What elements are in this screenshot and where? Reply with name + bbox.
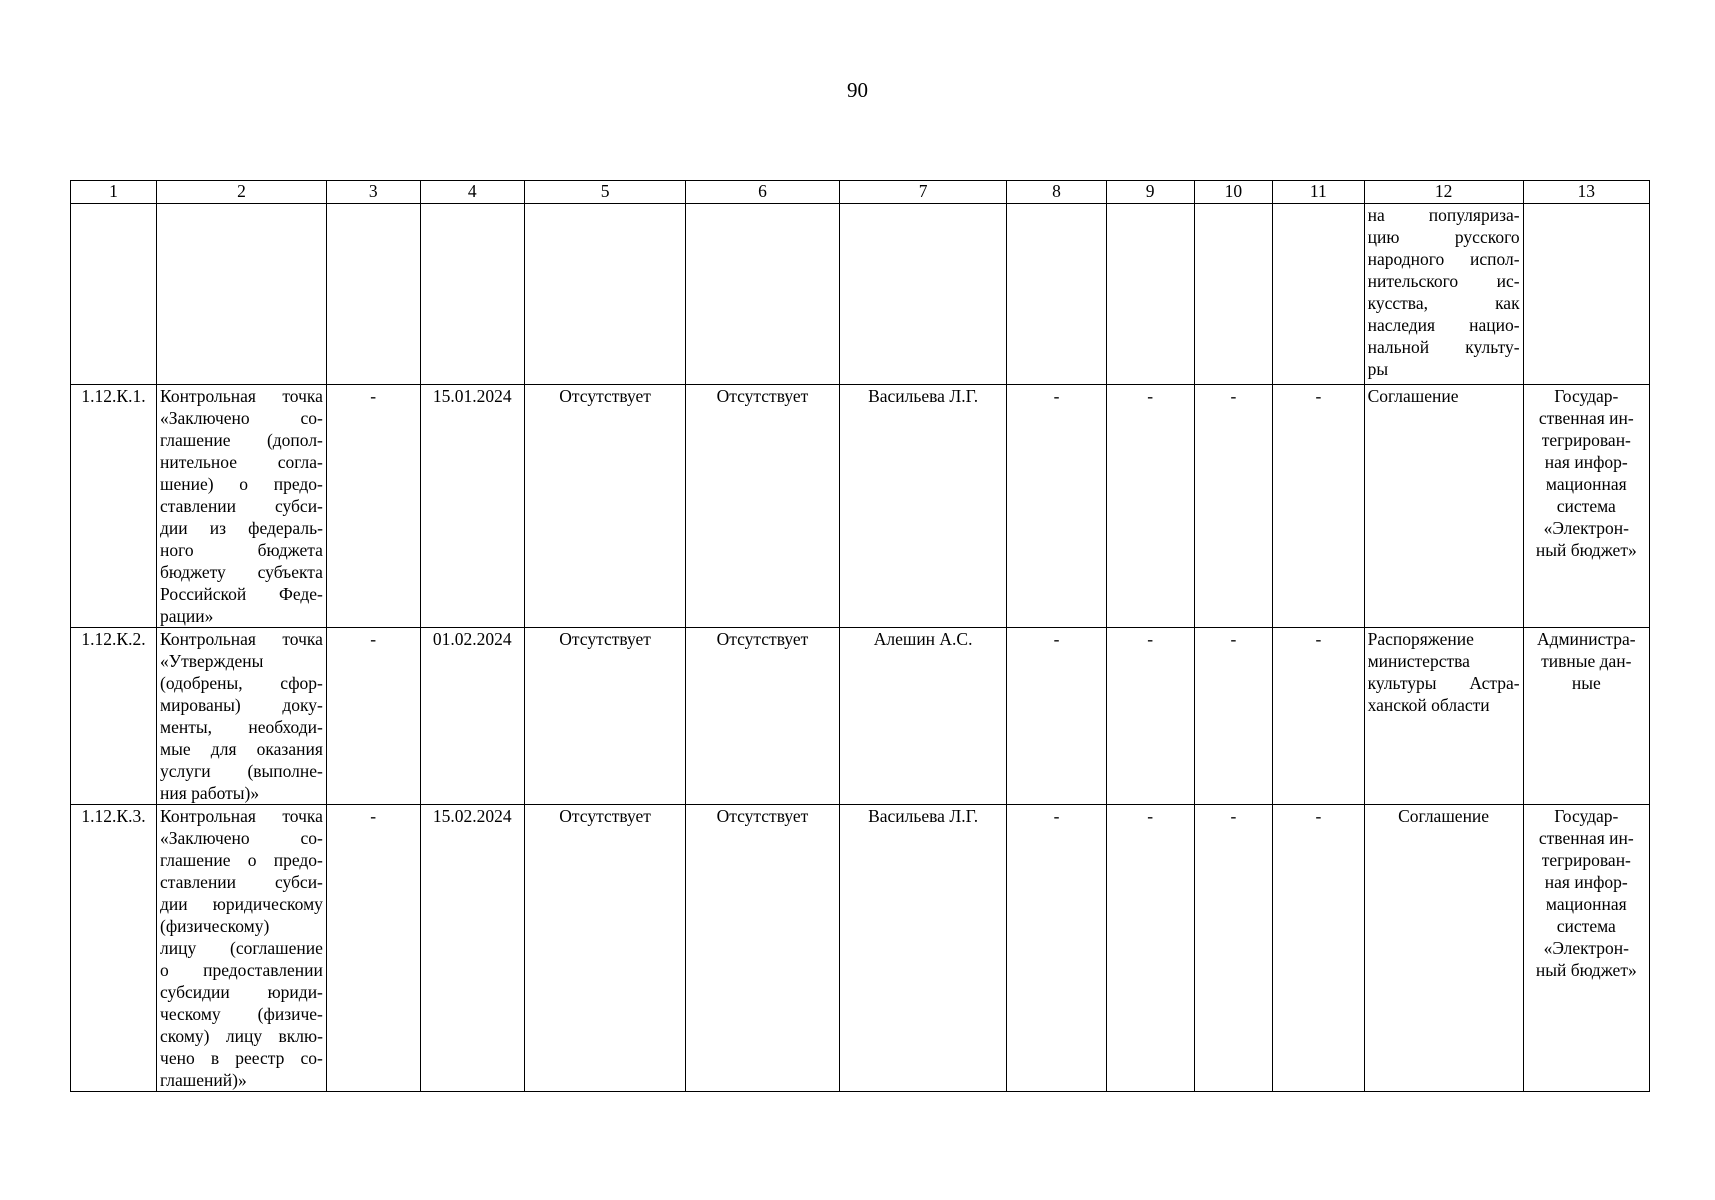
text-line: субсидии юриди- [160,982,323,1002]
table-cell: - [1106,385,1194,628]
text-line: мационная [1545,474,1627,494]
responsible-cell: Алешин А.С. [839,628,1007,805]
column-header: 3 [326,181,420,204]
text-line: ставлении субси- [160,872,323,892]
checkpoint-name-cell [157,385,327,628]
table-cell: Отсутствует [525,385,686,628]
text-line: Контрольная точка [160,386,323,406]
text-line: тегрирован- [1541,430,1631,450]
text-line: министерства [1367,651,1470,671]
text-line: ственная ин- [1538,828,1634,848]
continuation-row [71,204,1650,385]
text-line: бюджету субъекта [160,562,323,582]
table-cell [420,204,525,385]
text-line: чено в реестр со- [160,1048,323,1068]
column-header: 9 [1106,181,1194,204]
text-line: Российской Феде- [160,584,323,604]
text-line: ры [1367,359,1389,379]
text-line: дии из федераль- [160,518,323,538]
text-line: Распоряжение [1367,629,1474,649]
text-line: наследия нацио- [1367,315,1520,335]
column-header: 6 [686,181,840,204]
text-line: культуры Астра- [1367,673,1520,693]
text-line: услуги (выполне- [160,761,323,781]
text-line: мированы) доку- [160,695,323,715]
table-cell: Отсутствует [686,628,840,805]
table-row [71,805,1650,1092]
checkpoint-name-cell [157,628,327,805]
table-cell [1106,204,1194,385]
text-line: ный бюджет» [1535,960,1637,980]
text-line: система [1556,496,1616,516]
text-line: тивные дан- [1541,651,1632,671]
row-number-cell: 1.12.К.1. [71,385,157,628]
table-cell: - [326,628,420,805]
table-cell [525,204,686,385]
table-cell [1273,204,1364,385]
column-header: 11 [1273,181,1364,204]
checkpoint-name-cell [157,805,327,1092]
column-header: 7 [839,181,1007,204]
table-row [71,628,1650,805]
column-header: 5 [525,181,686,204]
table-cell: Отсутствует [525,805,686,1092]
source-cell [1523,385,1649,628]
text-line: ственная ин- [1538,408,1634,428]
text-line: Контрольная точка [160,629,323,649]
text-line: нальной культу- [1367,337,1520,357]
text-line: Контрольная точка [160,806,323,826]
table-cell: Отсутствует [686,385,840,628]
text-line: глашений)» [160,1070,247,1090]
table-cell [326,204,420,385]
source-cell [1523,805,1649,1092]
table-cell: - [1194,385,1272,628]
table-row [71,385,1650,628]
text-line: глашение (допол- [160,430,323,450]
table-cell [1007,204,1106,385]
column-header: 4 [420,181,525,204]
table-cell: - [1273,385,1364,628]
page-number: 90 [847,78,868,102]
text-line: «Заключено со- [160,828,323,848]
table-cell [157,204,327,385]
text-line: «Заключено со- [160,408,323,428]
text-line: ханской области [1367,695,1490,715]
date-cell: 01.02.2024 [420,628,525,805]
text-line: ная инфор- [1544,872,1628,892]
document-cell: Соглашение [1364,385,1523,628]
text-line: дии юридическому [160,894,323,914]
text-line: менты, необходи- [160,717,323,737]
text-line: Государ- [1554,806,1619,826]
text-line: скому) лицу вклю- [160,1026,323,1046]
row-number-cell: 1.12.К.3. [71,805,157,1092]
continuation-text-cell [1364,204,1523,385]
text-line: Администра- [1536,629,1636,649]
plan-table [70,180,1650,1092]
table-cell: Отсутствует [686,805,840,1092]
text-line: (физическому) [160,916,270,936]
document-cell: Соглашение [1364,805,1523,1092]
table-cell: - [1194,628,1272,805]
text-line: ставлении субси- [160,496,323,516]
header-row [71,181,1650,204]
table-cell [1194,204,1272,385]
table-cell: - [1106,805,1194,1092]
text-line: о предоставлении [160,960,323,980]
table-cell: - [1007,628,1106,805]
text-line: нительского ис- [1367,271,1520,291]
text-line: мационная [1545,894,1627,914]
text-line: кусства, как [1367,293,1520,313]
table-cell: - [326,385,420,628]
text-line: ния работы)» [160,783,260,803]
column-header: 8 [1007,181,1106,204]
text-line: ный бюджет» [1535,540,1637,560]
responsible-cell: Васильева Л.Г. [839,805,1007,1092]
text-line: на популяриза- [1367,205,1520,225]
text-line: ная инфор- [1544,452,1628,472]
table-cell [1523,204,1649,385]
source-cell [1523,628,1649,805]
text-line: ные [1571,673,1601,693]
table-cell: - [326,805,420,1092]
table-cell: - [1273,805,1364,1092]
text-line: глашение о предо- [160,850,323,870]
responsible-cell: Васильева Л.Г. [839,385,1007,628]
text-line: (одобрены, сфор- [160,673,323,693]
column-header: 2 [157,181,327,204]
table-cell: - [1106,628,1194,805]
text-line: рации» [160,606,214,626]
date-cell: 15.01.2024 [420,385,525,628]
table-cell [71,204,157,385]
date-cell: 15.02.2024 [420,805,525,1092]
table-cell: - [1007,385,1106,628]
text-line: Государ- [1554,386,1619,406]
table-cell [839,204,1007,385]
row-number-cell: 1.12.К.2. [71,628,157,805]
text-line: мые для оказания [160,739,323,759]
text-line: «Электрон- [1543,518,1629,538]
text-line: лицу (соглашение [160,938,323,958]
document-cell [1364,628,1523,805]
column-header: 12 [1364,181,1523,204]
column-header: 10 [1194,181,1272,204]
text-line: «Утверждены [160,651,264,671]
text-line: ческому (физиче- [160,1004,323,1024]
table-cell: Отсутствует [525,628,686,805]
column-header: 13 [1523,181,1649,204]
table-cell: - [1273,628,1364,805]
text-line: система [1556,916,1616,936]
text-line: цию русского [1367,227,1520,247]
text-line: ного бюджета [160,540,323,560]
text-line: народного испол- [1367,249,1520,269]
table-cell: - [1007,805,1106,1092]
text-line: тегрирован- [1541,850,1631,870]
text-line: «Электрон- [1543,938,1629,958]
table-cell [686,204,840,385]
column-header: 1 [71,181,157,204]
text-line: шение) о предо- [160,474,323,494]
table-cell: - [1194,805,1272,1092]
text-line: нительное согла- [160,452,323,472]
